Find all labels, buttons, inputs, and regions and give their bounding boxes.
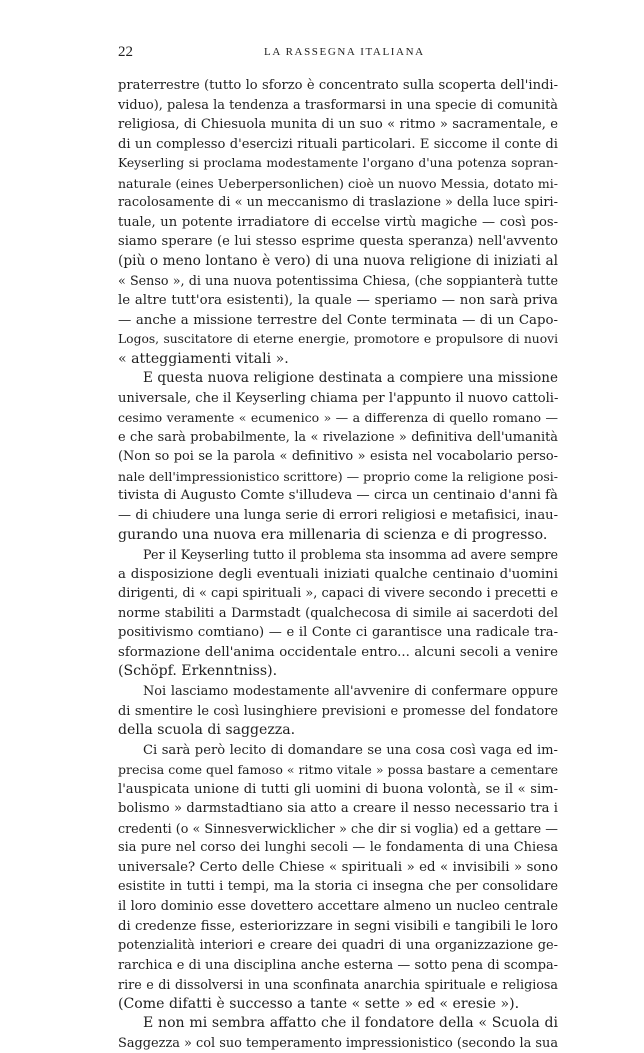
text-line: dirigenti, di « capi spirituali », capaci di vivere secondo i precetti e: [118, 586, 558, 602]
text-line: e che sarà probabilmente, la « rivelazione » definitiva dell'umanità: [118, 429, 558, 445]
text-line: Noi lasciamo modestamente all'avvenire di confermare oppure: [143, 683, 558, 699]
text-line: di credenze fisse, esteriorizzare in segni visibili e tangibili le loro: [118, 918, 558, 934]
text-line: « Senso », di una nuova potentissima Chiesa, (che soppianterà tutte: [118, 273, 558, 289]
text-line: (Non so poi se la parola « definitivo » esista nel vocabolario perso-: [118, 449, 558, 465]
text-line: credenti (o « Sinnesverwicklicher » che dir si voglia) ed a gettare —: [118, 820, 558, 836]
text-line: — anche a missione terrestre del Conte terminata — di un Capo-: [118, 312, 558, 328]
text-line: Saggezza » col suo temperamento impressionistico (secondo la sua: [118, 1035, 558, 1051]
text-line: (Schöpf. Erkenntniss).: [118, 663, 278, 680]
text-line: sia pure nel corso dei lunghi secoli — le fondamenta di una Chiesa: [118, 840, 558, 856]
text-line: naturale (eines Ueberpersonlichen) cioè un nuovo Messia, dotato mi-: [118, 175, 558, 191]
text-line: norme stabiliti a Darmstadt (qualchecosa di simile ai sacerdoti del: [118, 605, 558, 621]
text-line: le altre tutt'ora esistenti), la quale — speriamo — non sarà priva: [118, 293, 558, 309]
text-line: di un complesso d'esercizi rituali particolari. E siccome il conte di: [118, 136, 558, 152]
text-line: « atteggiamenti vitali ».: [118, 350, 289, 367]
text-line: Logos, suscitatore di eterne energie, promotore e propulsore di nuovi: [118, 332, 558, 347]
text-line: tuale, un potente irradiatore di eccelse virtù magiche — così pos-: [118, 214, 558, 230]
text-line: (Come difatti è successo a tante « sette » ed « eresie »).: [118, 995, 520, 1012]
text-line: Per il Keyserling tutto il problema sta insomma ad avere sempre: [143, 547, 558, 563]
journal-title: LA RASSEGNA ITALIANA: [264, 46, 425, 58]
text-line: universale, che il Keyserling chiama per l'appunto il nuovo cattoli-: [118, 390, 558, 406]
body-text: [118, 76, 558, 1053]
text-line: Keyserling si proclama modestamente l'organo d'una potenza sopran-: [118, 156, 558, 171]
page-number: 22: [118, 44, 133, 60]
text-line: rarchica e di una disciplina anche esterna — sotto pena di scompa-: [118, 957, 558, 973]
text-line: E questa nuova religione destinata a compiere una missione: [143, 370, 558, 387]
text-line: — di chiudere una lunga serie di errori religiosi e metafisici, inau-: [118, 508, 558, 524]
text-line: universale? Certo delle Chiese « spirituali » ed « invisibili » sono: [118, 859, 558, 875]
text-line: esistite in tutti i tempi, ma la storia ci insegna che per consolidare: [118, 879, 558, 895]
text-line: di smentire le così lusinghiere previsioni e promesse del fondatore: [118, 703, 558, 719]
text-line: l'auspicata unione di tutti gli uomini di buona volontà, se il « sim-: [118, 781, 558, 797]
text-line: Ci sarà però lecito di domandare se una cosa così vaga ed im-: [143, 742, 558, 758]
running-header: [118, 44, 558, 64]
text-line: il loro dominio esse dovettero accettare almeno un nucleo centrale: [118, 898, 558, 914]
text-line: gurando una nuova era millenaria di scienza e di progresso.: [118, 526, 548, 543]
text-line: religiosa, di Chiesuola munita di un suo « ritmo » sacramentale, e: [118, 117, 558, 133]
text-line: a disposizione degli eventuali iniziati qualche centinaio d'uomini: [118, 566, 558, 582]
text-line: racolosamente di « un meccanismo di traslazione » della luce spiri-: [118, 195, 558, 211]
text-line: sformazione dell'anima occidentale entro... alcuni secoli a venire: [118, 644, 558, 660]
text-line: tivista di Augusto Comte s'illudeva — circa un centinaio d'anni fà: [118, 488, 558, 504]
text-line: nale dell'impressionistico scrittore) — proprio come la religione posi-: [118, 468, 558, 484]
text-line: rire e di dissolversi in una sconfinata anarchia spirituale e religiosa: [118, 977, 558, 993]
text-line: della scuola di saggezza.: [118, 722, 296, 739]
text-line: viduo), palesa la tendenza a trasformarsi in una specie di comunità: [118, 97, 558, 113]
text-line: (più o meno lontano è vero) di una nuova religione di iniziati al: [118, 252, 558, 269]
text-line: E non mi sembra affatto che il fondatore della « Scuola di: [143, 1015, 558, 1032]
text-line: potenzialità interiori e creare dei quadri di una organizzazione ge-: [118, 938, 558, 954]
text-line: cesimo veramente « ecumenico » — a differenza di quello romano —: [118, 410, 558, 426]
text-line: siamo sperare (e lui stesso esprime questa speranza) nell'avvento: [118, 234, 558, 250]
text-line: praterrestre (tutto lo sforzo è concentrato sulla scoperta dell'indi-: [118, 78, 558, 93]
text-line: positivismo comtiano) — e il Conte ci garantisce una radicale tra-: [118, 625, 558, 641]
text-line: bolismo » darmstadtiano sia atto a creare il nesso necessario tra i: [118, 801, 558, 817]
text-line: precisa come quel famoso « ritmo vitale » possa bastare a cementare: [118, 762, 558, 778]
